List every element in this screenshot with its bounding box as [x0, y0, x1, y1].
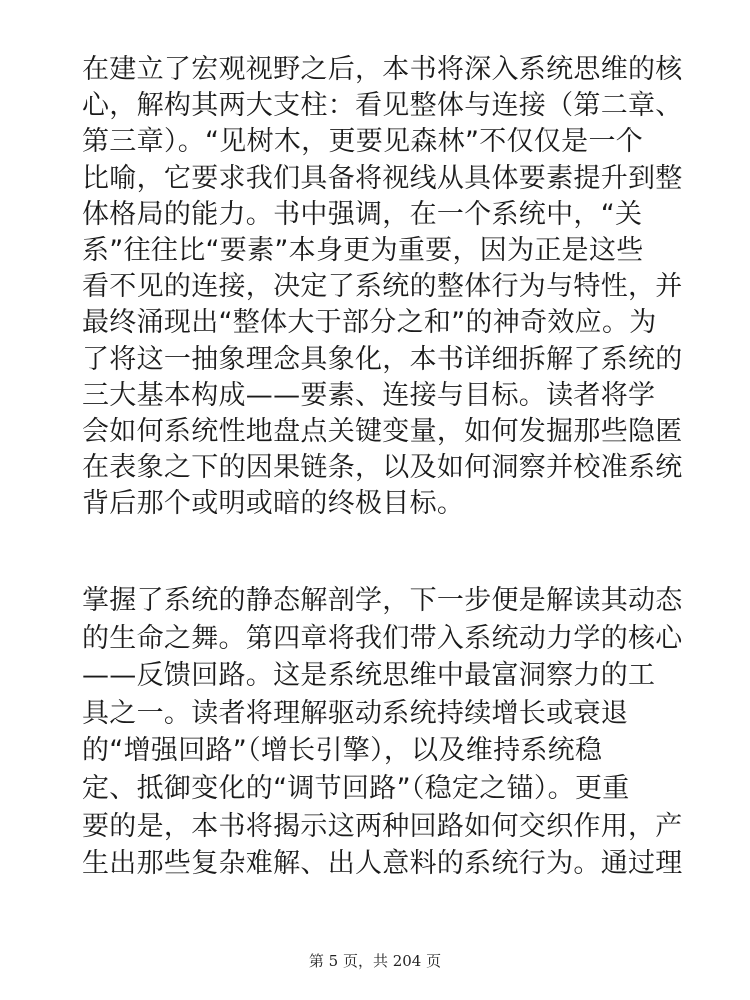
text-line: 掌握了系统的静态解剖学，下一步便是解读其动态 [82, 585, 683, 616]
text-line: 要的是，本书将揭示这两种回路如何交织作用，产 [82, 810, 683, 842]
text-line: 在表象之下的因果链条，以及如何洞察并校准系统 [82, 452, 683, 484]
text-line: 会如何系统性地盘点关键变量，如何发掘那些隐匿 [82, 415, 683, 447]
text-line: 在建立了宏观视野之后，本书将深入系统思维的核 [82, 54, 683, 85]
text-line: 心，解构其两大支柱：看见整体与连接（第二章、 [82, 90, 683, 122]
paragraph-2 [82, 582, 682, 883]
text-line: 体格局的能力。书中强调，在一个系统中，“关 [82, 198, 643, 230]
text-line: 具之一。读者将理解驱动系统持续增长或衰退 [82, 697, 628, 729]
text-line: ——反馈回路。这是系统思维中最富洞察力的工 [82, 660, 656, 692]
page-number-footer: 第 5 页，共 204 页 [308, 952, 442, 970]
text-line: 生出那些复杂难解、出人意料的系统行为。通过理 [82, 848, 683, 880]
text-line: 定、抵御变化的“调节回路”（稳定之锚）。更重 [82, 772, 630, 804]
text-line: 最终涌现出“整体大于部分之和”的神奇效应。为 [82, 307, 657, 339]
text-line: 的生命之舞。第四章将我们带入系统动力学的核心 [82, 622, 683, 654]
text-line: 看不见的连接，决定了系统的整体行为与特性，并 [82, 271, 683, 303]
text-line: 背后那个或明或暗的终极目标。 [82, 488, 465, 520]
text-line: 了将这一抽象理念具象化，本书详细拆解了系统的 [82, 343, 683, 375]
paragraph-1 [82, 52, 682, 522]
text-line: 系”往往比“要素”本身更为重要，因为正是这些 [82, 234, 644, 266]
text-line: 第三章）。“见树木，更要见森林”不仅仅是一个 [82, 126, 644, 158]
text-line: 三大基本构成——要素、连接与目标。读者将学 [82, 379, 656, 411]
text-line: 的“增强回路”（增长引擎），以及维持系统稳 [82, 735, 603, 767]
text-line: 比喻，它要求我们具备将视线从具体要素提升到整 [82, 162, 683, 194]
